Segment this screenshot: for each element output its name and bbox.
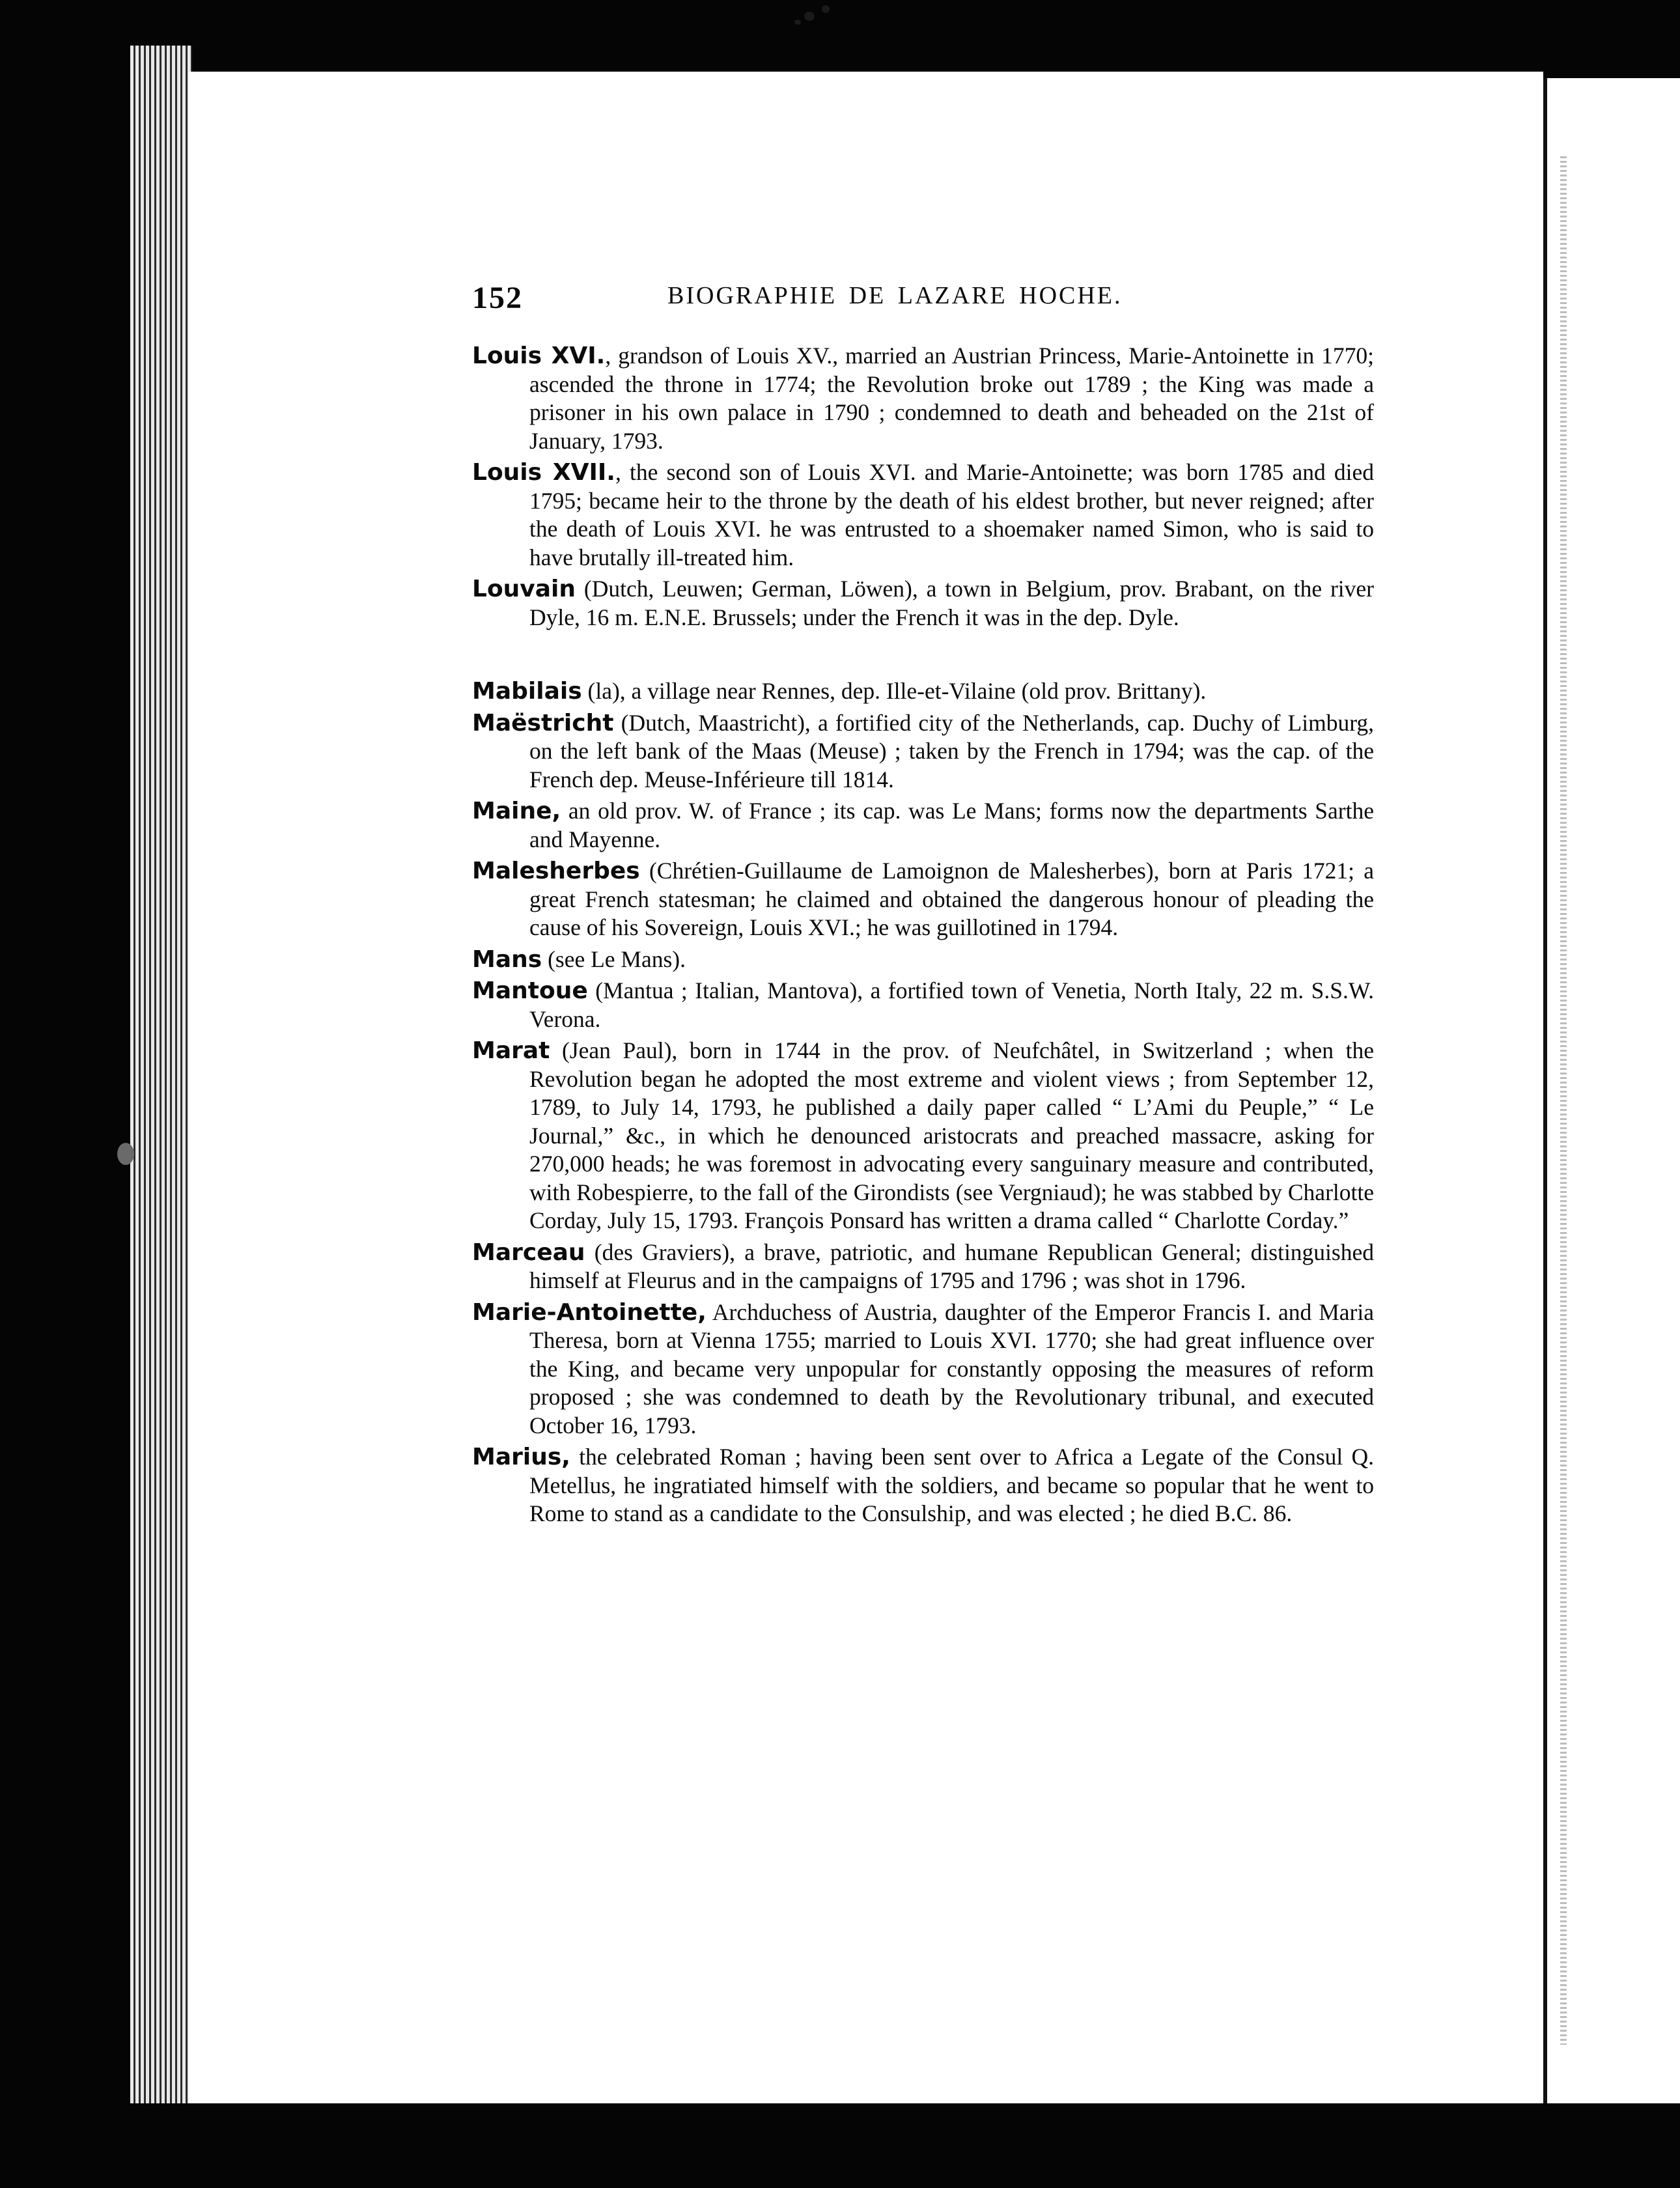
entry-headword: Louis XVII.: [472, 459, 615, 486]
page-stack-edges: [130, 46, 192, 2103]
entry-mantoue: [472, 977, 1374, 1033]
entry-text: , the second son of Louis XVI. and Marie-Antoinette; was born 1785 and died 1795; became heir to the throne by the death of his eldest brother, but never reigned; after the death of Louis XVI. he was entrusted to a shoemaker named Simon, who is said to have brutally ill-treated him.: [529, 459, 1374, 570]
entry-text: an old prov. W. of France ; its cap. was Le Mans; forms now the departments Sarthe and Mayenne.: [529, 798, 1374, 852]
entry-malesherbes: [472, 857, 1374, 942]
entry-text: (Dutch, Maastricht), a fortified city of the Netherlands, cap. Duchy of Limburg, on the left bank of the Maas (Meuse) ; taken by the French in 1794; was the cap. of the French dep. Meuse-Inférieure till 1814.: [529, 709, 1374, 792]
entry-headword: Maine,: [472, 798, 561, 824]
glossary-entries: [472, 342, 1374, 1530]
entry-louis-xvii: [472, 458, 1374, 572]
entry-mabilais: [472, 677, 1374, 706]
entry-headword: Louis XVI.: [472, 343, 606, 369]
entry-mans: [472, 946, 1374, 974]
entry-headword: Marius,: [472, 1444, 570, 1470]
entry-maestricht: [472, 709, 1374, 794]
entry-text: (la), a village near Rennes, dep. Ille-et-Vilaine (old prov. Brittany).: [581, 678, 1207, 704]
entry-text: (Mantua ; Italian, Mantova), a fortified town of Venetia, North Italy, 22 m. S.S.W. Verona.: [529, 977, 1374, 1032]
entry-louvain: [472, 575, 1374, 632]
entry-headword: Mantoue: [472, 977, 588, 1004]
entry-headword: Marceau: [472, 1239, 585, 1266]
entry-headword: Marat: [472, 1037, 550, 1064]
entry-headword: Mabilais: [472, 678, 582, 705]
entry-marceau: [472, 1239, 1374, 1295]
page-number: 152: [472, 281, 523, 315]
entry-text: (des Graviers), a brave, patriotic, and humane Republican General; distinguished himself at Fleurus and in the campaigns of 1795 and 1796 ; was shot in 1796.: [529, 1239, 1374, 1293]
entry-headword: Maëstricht: [472, 709, 614, 736]
entry-text: (Chrétien-Guillaume de Lamoignon de Malesherbes), born at Paris 1721; a great French statesman; he claimed and obtained the dangerous honour of pleading the cause of his Sovereign, Louis XVI.; he was guillotined in 1794.: [529, 858, 1374, 940]
entry-marie-antoinette: [472, 1298, 1374, 1440]
running-title: BIOGRAPHIE DE LAZARE HOCHE.: [667, 282, 1123, 309]
entry-maine: [472, 797, 1374, 854]
entry-text: the celebrated Roman ; having been sent over to Africa a Legate of the Consul Q. Metellus, he ingratiated himself with the soldiers, and became so popular that he went to Rome to stand as a candidate to the Consulship, and was elected ; he died B.C. 86.: [529, 1444, 1374, 1526]
entry-headword: Marie-Antoinette,: [472, 1298, 707, 1326]
facing-page-edge: [1543, 78, 1680, 2103]
entry-marius: [472, 1443, 1374, 1528]
entry-headword: Louvain: [472, 576, 576, 602]
entry-text: (Dutch, Leuwen; German, Löwen), a town in Belgium, prov. Brabant, on the river Dyle, 16 m. E.N.E. Brussels; under the French it was in the dep. Dyle.: [529, 576, 1374, 630]
running-header: [472, 280, 1527, 319]
entry-text: , grandson of Louis XV., married an Austrian Princess, Marie-Antoinette in 1770; ascended the throne in 1774; the Revolution broke out 1789 ; the King was made a prisoner in his own palace in 1790 ; condemned to death and beheaded on the 21st of January, 1793.: [529, 343, 1375, 454]
entry-headword: Malesherbes: [472, 858, 640, 884]
entry-louis-xvi: [472, 342, 1374, 455]
entry-marat: [472, 1037, 1374, 1235]
entry-text: (see Le Mans).: [542, 946, 686, 972]
entry-text: (Jean Paul), born in 1744 in the prov. of Neufchâtel, in Switzerland ; when the Revolution began he adopted the most extreme and violent views ; from September 12, 1789, to July 14, 1793, he published a daily paper called “ L’Ami du Peuple,” “ Le Journal,” &c., in which he denounced aristocrats and preached massacre, asking for 270,000 heads; he was foremost in advocating every sanguinary measure and contributed, with Robespierre, to the fall of the Girondists (see Vergniaud); he was stabbed by Charlotte Corday, July 15, 1793. François Ponsard has written a drama called “ Charlotte Corday.”: [529, 1037, 1374, 1233]
entry-headword: Mans: [472, 946, 542, 973]
entry-text: Archduchess of Austria, daughter of the Emperor Francis I. and Maria Theresa, born at Vienna 1755; married to Louis XVI. 1770; she had great influence over the King, and became very unpopular for constantly opposing the measures of reform proposed ; she was condemned to death by the Revolutionary tribunal, and executed October 16, 1793.: [529, 1298, 1374, 1438]
